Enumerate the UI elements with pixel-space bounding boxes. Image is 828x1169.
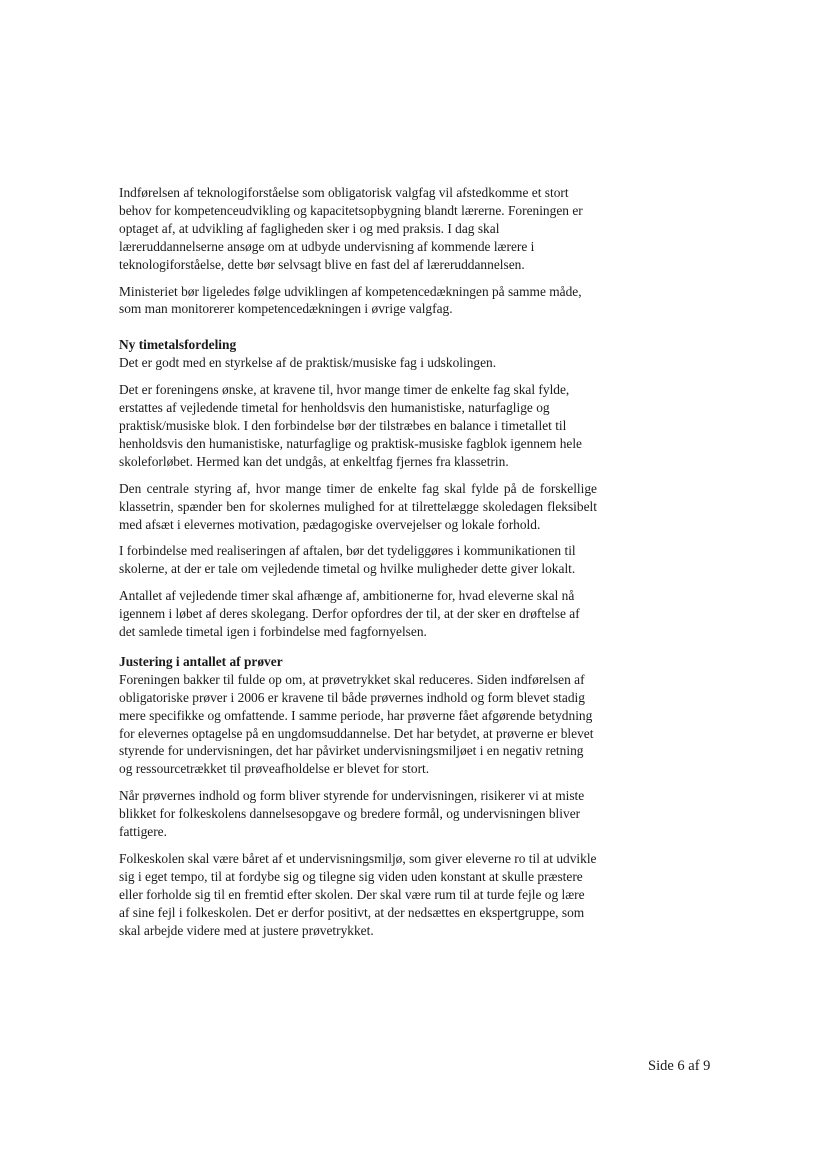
- proever-paragraph-2: Folkeskolen skal være båret af et undervisningsmiljø, som giver eleverne ro til at udvikle sig i eget tempo, til at fordybe sig og tilegne sig viden uden konstant at skulle præstere eller forholde sig til en fremtid efter skolen. Der skal være rum til at turde fejle og lære af sine fejl i folkeskolen. Det er derfor positivt, at der nedsættes en ekspertgruppe, som skal arbejde videre med at justere prøvetrykket.: [119, 851, 597, 938]
- section-timetalsfordeling: [119, 336, 597, 641]
- intro-paragraph-1: Indførelsen af teknologiforståelse som obligatorisk valgfag vil afstedkomme et stort behov for kompetenceudvikling og kapacitetsopbygning blandt lærerne. Foreningen er optaget af, at udvikling af fagligheden sker i og med praksis. I dag skal læreruddannelserne ansøge om at udbyde undervisning af kommende lærere i teknologiforståelse, dette bør selvsagt blive en fast del af læreruddannelsen.: [119, 185, 583, 272]
- section-heading-proever: Justering i antallet af prøver: [119, 653, 283, 669]
- timetal-paragraph-2: Den centrale styring af, hvor mange timer de enkelte fag skal fylde på de forskellige klassetrin, spænder ben for skolernes mulighed for at tilrettelægge skoledagen fleksibelt med afsæt i elevernes motivation, pædagogiske overvejelser og lokale forhold.: [119, 480, 597, 532]
- timetal-paragraph-3: I forbindelse med realiseringen af aftalen, bør det tydeliggøres i kommunikationen til skolerne, at der er tale om vejledende timetal og hvilke muligheder dette giver lokalt.: [119, 543, 576, 577]
- section-lead-timetal: Det er godt med en styrkelse af de praktisk/musiske fag i udskolingen.: [119, 355, 497, 371]
- page-number: Side 6 af 9: [648, 1058, 711, 1074]
- intro-paragraph-2: Ministeriet bør ligeledes følge udviklingen af kompetencedækningen på samme måde, som man monitorerer kompetencedækningen i øvrige valgfag.: [119, 283, 582, 317]
- timetal-paragraph-1: Det er foreningens ønske, at kravene til, hvor mange timer de enkelte fag skal fylde, erstattes af vejledende timetal for henholdsvis den humanistiske, naturfaglige og praktisk/musiske blok. I den forbindelse bør der tilstræbes en balance i timetallet til henholdsvis den humanistiske, naturfaglige og praktisk-musiske fagblok igennem hele skoleforløbet. Hermed kan det undgås, at enkeltfag fjernes fra klassetrin.: [119, 382, 582, 469]
- section-proever: [119, 653, 597, 940]
- section-heading-timetal: Ny timetalsfordeling: [119, 337, 237, 353]
- section-lead-proever: Foreningen bakker til fulde op om, at prøvetrykket skal reduceres. Siden indførelsen af obligatoriske prøver i 2006 er kravene til både prøvernes indhold og form blevet stadig mere specifikke og omfattende. I samme periode, har prøverne fået afgørende betydning for elevernes optagelse på en ungdomsuddannelse. Det har betydet, at prøverne er blevet styrende for undervisningen, det har påvirket undervisningsmiljøet i en negativ retning og ressourcetrækket til prøveafholdelse er blevet for stort.: [119, 671, 594, 777]
- proever-paragraph-1: Når prøvernes indhold og form bliver styrende for undervisningen, risikerer vi at miste blikket for folkeskolens dannelsesopgave og bredere formål, og undervisningen bliver fattigere.: [119, 788, 585, 840]
- timetal-paragraph-4: Antallet af vejledende timer skal afhænge af, ambitionerne for, hvad eleverne skal nå igennem i løbet af deres skolegang. Derfor opfordres der til, at der sker en drøftelse af det samlede timetal igen i forbindelse med fagfornyelsen.: [119, 588, 580, 640]
- document-body: [119, 184, 597, 949]
